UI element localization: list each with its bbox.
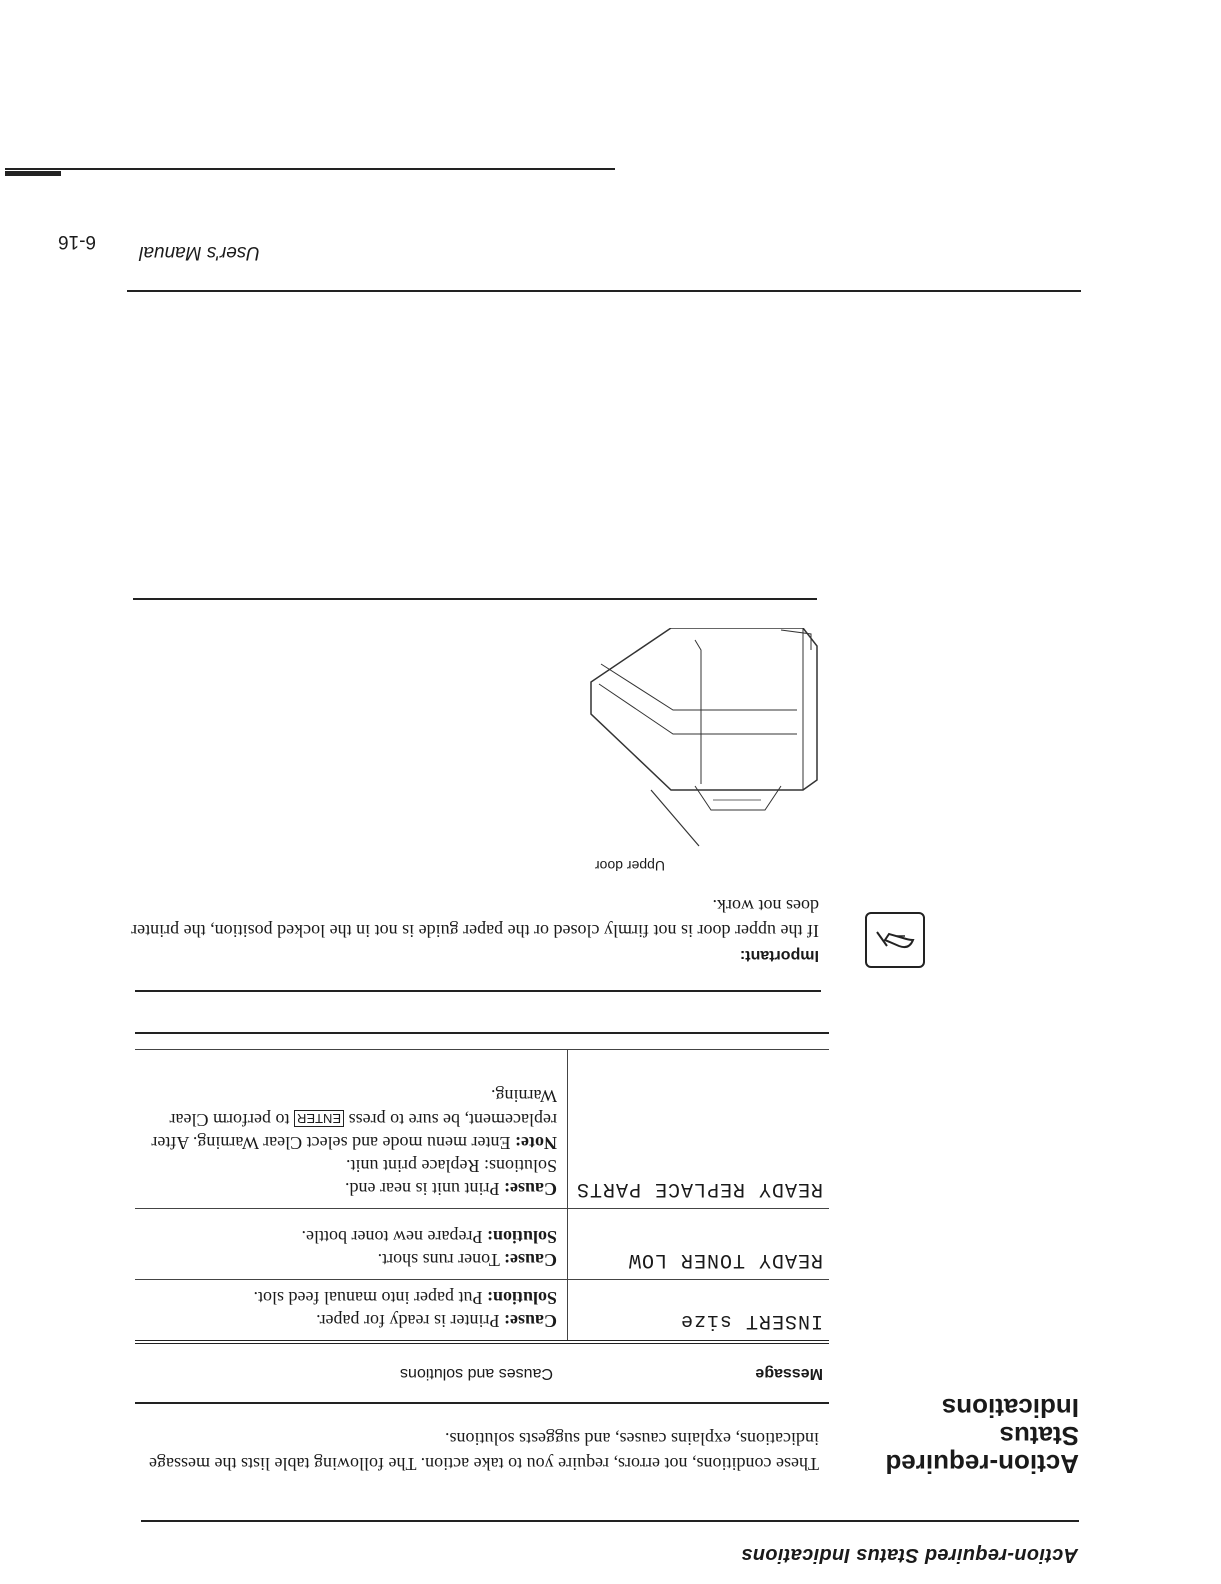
section-title: Action-required Status Indications <box>885 1393 1079 1479</box>
note-body: Enter menu mode and select Clear Warning. After replacement, be sure to press <box>151 1110 557 1153</box>
table-header <box>135 1340 829 1402</box>
note-body-end: to perform Clear Warning. <box>169 1086 557 1130</box>
solution-label: Solution: <box>486 1288 557 1308</box>
header-rule <box>141 1520 1079 1522</box>
figure-bottom-rule <box>133 599 817 601</box>
cause-label: Cause: <box>504 1250 557 1270</box>
note-label: Note: <box>515 1133 557 1153</box>
status-table <box>135 1049 829 1402</box>
footer-rule <box>127 291 1081 293</box>
solution-label: Solution: <box>486 1227 557 1247</box>
intro-paragraph: These conditions, not errors, require you to take action. The following table lists the message indications, explains causes, and suggests solutions. <box>149 1429 819 1474</box>
cause-text: Print unit is near end. <box>345 1179 500 1199</box>
page-number: 6-16 <box>58 231 97 252</box>
message-cell: READY TONER LOW <box>567 1209 829 1279</box>
scan-edge-line <box>5 169 615 171</box>
message-cell: INSERT size <box>567 1280 829 1340</box>
table-row <box>135 1279 829 1340</box>
important-label: Important: <box>739 947 819 964</box>
column-header-message: Message <box>755 1365 823 1382</box>
solution-text: Put paper into manual feed slot. <box>253 1288 483 1308</box>
manual-title: User's Manual <box>139 242 260 263</box>
cause-text: Toner runs short. <box>377 1250 500 1270</box>
printer-illustration <box>581 628 821 860</box>
cause-label: Cause: <box>504 1311 557 1331</box>
scan-edge-mark <box>5 171 61 176</box>
table-bottom-rule <box>135 1033 829 1035</box>
solution-text: Prepare new toner bottle. <box>301 1227 483 1247</box>
enter-key-label: ENTER <box>294 1110 344 1127</box>
column-header-causes: Causes and solutions <box>400 1365 553 1382</box>
causes-cell <box>135 1280 567 1340</box>
running-head: Action-required Status Indications <box>741 1544 1078 1566</box>
message-cell: READY REPLACE PARTS <box>567 1050 829 1208</box>
causes-cell <box>135 1050 567 1208</box>
table-row <box>135 1049 829 1208</box>
table-row <box>135 1208 829 1279</box>
cause-label: Cause: <box>504 1179 557 1199</box>
causes-cell <box>135 1209 567 1279</box>
pencil-note-icon <box>865 912 925 968</box>
note-text <box>145 1084 557 1154</box>
table-top-rule <box>135 1403 829 1405</box>
cause-text: Printer is ready for paper. <box>316 1311 500 1331</box>
solutions-text: Solutions: Replace print unit. <box>346 1156 557 1176</box>
figure-caption: Upper door <box>594 858 665 874</box>
important-text: If the upper door is not firmly closed or the paper guide is not in the locked position, the printer does not work. <box>131 896 819 941</box>
important-top-rule <box>135 991 821 993</box>
